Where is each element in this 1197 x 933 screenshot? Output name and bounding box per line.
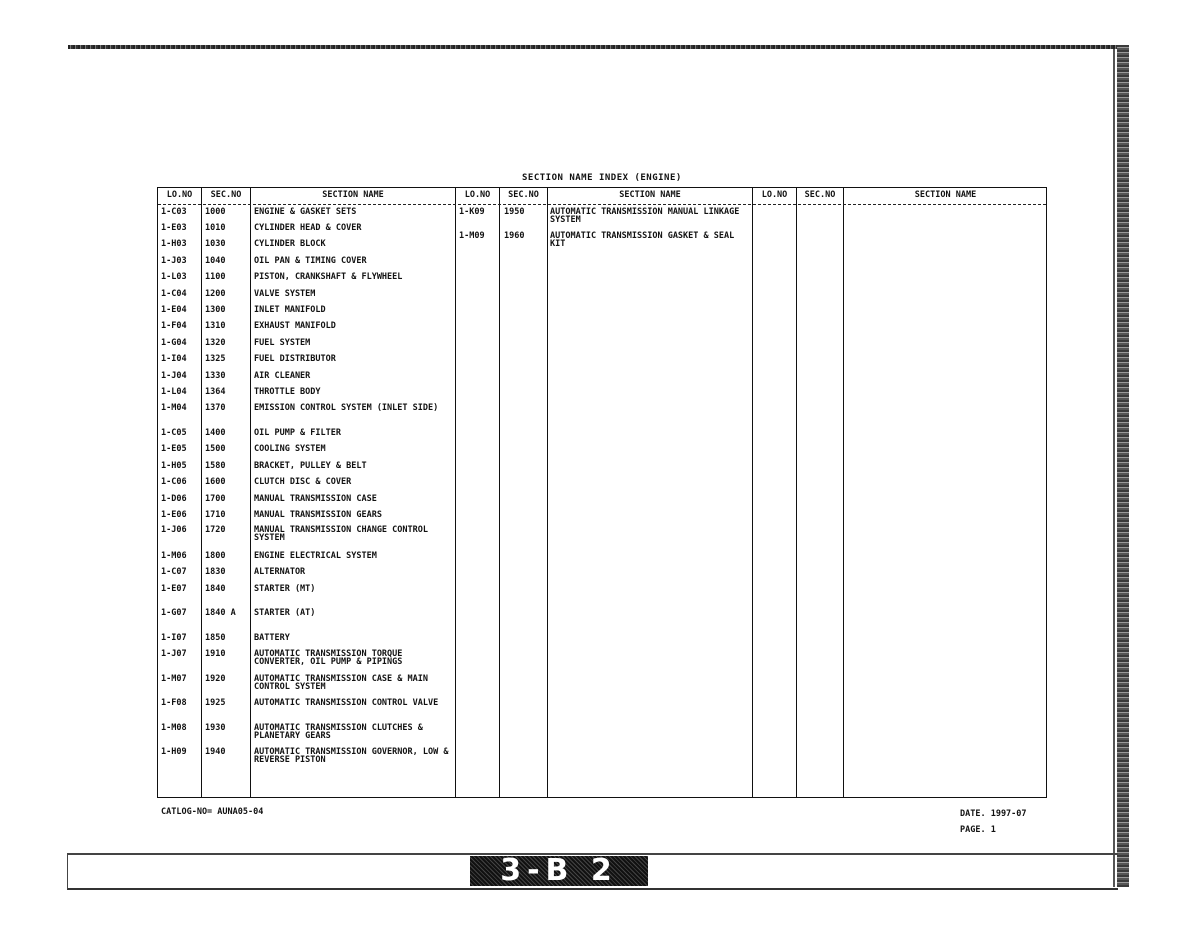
- lo-no-cell: 1-I04: [161, 354, 187, 364]
- lo-no-cell: 1-C04: [161, 289, 187, 299]
- lo-no-cell: 1-J04: [161, 371, 187, 381]
- section-name-cell: BATTERY: [254, 633, 290, 643]
- section-name-cell: MANUAL TRANSMISSION CHANGE CONTROL SYSTEM: [254, 525, 428, 543]
- section-name-cell: CYLINDER BLOCK: [254, 239, 326, 249]
- lo-no-cell: 1-E03: [161, 223, 187, 233]
- sec-no-cell: 1960: [504, 231, 525, 241]
- section-name-cell: INLET MANIFOLD: [254, 305, 326, 315]
- document-title: SECTION NAME INDEX (ENGINE): [522, 173, 682, 183]
- sec-no-cell: 1700: [205, 494, 226, 504]
- sec-no-cell: 1370: [205, 403, 226, 413]
- lo-no-cell: 1-H09: [161, 747, 187, 757]
- sec-no-cell: 1000: [205, 207, 226, 217]
- section-name-cell: AIR CLEANER: [254, 371, 311, 381]
- section-index-table: [157, 187, 1047, 798]
- section-name-cell: AUTOMATIC TRANSMISSION GOVERNOR, LOW & REVERSE PISTON: [254, 747, 449, 765]
- lo-no-cell: 1-M08: [161, 723, 187, 733]
- sec-no-cell: 1200: [205, 289, 226, 299]
- document-date: DATE. 1997-07: [960, 809, 1027, 819]
- lo-no-cell: 1-M09: [459, 231, 485, 241]
- scan-edge-right: [1117, 45, 1129, 887]
- header-sec-no: SEC.NO: [804, 190, 836, 200]
- lo-no-cell: 1-L04: [161, 387, 187, 397]
- sec-no-cell: 1925: [205, 698, 226, 708]
- section-name-cell: OIL PUMP & FILTER: [254, 428, 341, 438]
- section-name-cell: THROTTLE BODY: [254, 387, 321, 397]
- lo-no-cell: 1-C03: [161, 207, 187, 217]
- section-name-cell: EMISSION CONTROL SYSTEM (INLET SIDE): [254, 403, 439, 413]
- header-sec-no: SEC.NO: [210, 190, 242, 200]
- sec-no-cell: 1325: [205, 354, 226, 364]
- column-divider: [547, 188, 548, 797]
- lo-no-cell: 1-H03: [161, 239, 187, 249]
- lo-no-cell: 1-J07: [161, 649, 187, 659]
- sec-no-cell: 1400: [205, 428, 226, 438]
- lo-no-cell: 1-C05: [161, 428, 187, 438]
- section-name-cell: COOLING SYSTEM: [254, 444, 326, 454]
- section-name-cell: BRACKET, PULLEY & BELT: [254, 461, 367, 471]
- section-name-cell: AUTOMATIC TRANSMISSION CONTROL VALVE: [254, 698, 439, 708]
- sec-no-cell: 1010: [205, 223, 226, 233]
- lo-no-cell: 1-E05: [161, 444, 187, 454]
- section-name-cell: ENGINE & GASKET SETS: [254, 207, 357, 217]
- lo-no-cell: 1-E07: [161, 584, 187, 594]
- sec-no-cell: 1040: [205, 256, 226, 266]
- sec-no-cell: 1920: [205, 674, 226, 684]
- section-name-cell: OIL PAN & TIMING COVER: [254, 256, 367, 266]
- sec-no-cell: 1320: [205, 338, 226, 348]
- page-tab-label: 3-B 2: [470, 856, 648, 886]
- column-divider: [201, 188, 202, 797]
- sec-no-cell: 1930: [205, 723, 226, 733]
- scan-edge-top: [68, 45, 1120, 49]
- sec-no-cell: 1310: [205, 321, 226, 331]
- section-name-cell: AUTOMATIC TRANSMISSION CASE & MAIN CONTROL SYSTEM: [254, 674, 428, 692]
- section-name-cell: FUEL DISTRIBUTOR: [254, 354, 336, 364]
- column-divider: [499, 188, 500, 797]
- section-name-cell: MANUAL TRANSMISSION GEARS: [254, 510, 382, 520]
- section-name-cell: AUTOMATIC TRANSMISSION GASKET & SEAL KIT: [550, 231, 735, 249]
- sec-no-cell: 1940: [205, 747, 226, 757]
- lo-no-cell: 1-J03: [161, 256, 187, 266]
- lo-no-cell: 1-L03: [161, 272, 187, 282]
- section-name-cell: CLUTCH DISC & COVER: [254, 477, 352, 487]
- section-name-cell: ENGINE ELECTRICAL SYSTEM: [254, 551, 377, 561]
- sec-no-cell: 1500: [205, 444, 226, 454]
- section-name-cell: EXHAUST MANIFOLD: [254, 321, 336, 331]
- section-name-cell: ALTERNATOR: [254, 567, 306, 577]
- sec-no-cell: 1720: [205, 525, 226, 535]
- page-border-right: [1113, 49, 1115, 887]
- sec-no-cell: 1030: [205, 239, 226, 249]
- lo-no-cell: 1-J06: [161, 525, 187, 535]
- section-name-cell: STARTER (MT): [254, 584, 316, 594]
- section-name-cell: CYLINDER HEAD & COVER: [254, 223, 362, 233]
- section-name-cell: VALVE SYSTEM: [254, 289, 316, 299]
- lo-no-cell: 1-C06: [161, 477, 187, 487]
- column-divider: [796, 188, 797, 797]
- sec-no-cell: 1850: [205, 633, 226, 643]
- page-number: PAGE. 1: [960, 825, 996, 835]
- sec-no-cell: 1840: [205, 584, 226, 594]
- sec-no-cell: 1910: [205, 649, 226, 659]
- lo-no-cell: 1-C07: [161, 567, 187, 577]
- section-name-cell: STARTER (AT): [254, 608, 316, 618]
- sec-no-cell: 1830: [205, 567, 226, 577]
- lo-no-cell: 1-F04: [161, 321, 187, 331]
- lo-no-cell: 1-M06: [161, 551, 187, 561]
- lo-no-cell: 1-M04: [161, 403, 187, 413]
- header-section-name: SECTION NAME: [914, 190, 977, 200]
- lo-no-cell: 1-G07: [161, 608, 187, 618]
- header-sec-no: SEC.NO: [508, 190, 539, 200]
- sec-no-cell: 1710: [205, 510, 226, 520]
- lo-no-cell: 1-K09: [459, 207, 485, 217]
- column-divider: [752, 188, 753, 797]
- sec-no-cell: 1300: [205, 305, 226, 315]
- header-divider: [158, 204, 1046, 205]
- lo-no-cell: 1-M07: [161, 674, 187, 684]
- sec-no-cell: 1100: [205, 272, 226, 282]
- sec-no-cell: 1580: [205, 461, 226, 471]
- header-lo-no: LO.NO: [761, 190, 788, 200]
- lo-no-cell: 1-I07: [161, 633, 187, 643]
- column-divider: [250, 188, 251, 797]
- header-lo-no: LO.NO: [464, 190, 491, 200]
- lo-no-cell: 1-G04: [161, 338, 187, 348]
- column-divider: [455, 188, 456, 797]
- column-divider: [843, 188, 844, 797]
- lo-no-cell: 1-E04: [161, 305, 187, 315]
- section-name-cell: AUTOMATIC TRANSMISSION CLUTCHES & PLANETARY GEARS: [254, 723, 423, 741]
- section-name-cell: AUTOMATIC TRANSMISSION MANUAL LINKAGE SYSTEM: [550, 207, 740, 225]
- section-name-cell: PISTON, CRANKSHAFT & FLYWHEEL: [254, 272, 403, 282]
- header-section-name: SECTION NAME: [322, 190, 384, 200]
- lo-no-cell: 1-H05: [161, 461, 187, 471]
- section-name-cell: AUTOMATIC TRANSMISSION TORQUE CONVERTER, OIL PUMP & PIPINGS: [254, 649, 403, 667]
- header-lo-no: LO.NO: [166, 190, 193, 200]
- sec-no-cell: 1600: [205, 477, 226, 487]
- sec-no-cell: 1840 A: [205, 608, 236, 618]
- sec-no-cell: 1950: [504, 207, 525, 217]
- header-section-name: SECTION NAME: [619, 190, 681, 200]
- sec-no-cell: 1800: [205, 551, 226, 561]
- lo-no-cell: 1-F08: [161, 698, 187, 708]
- sec-no-cell: 1364: [205, 387, 226, 397]
- section-name-cell: MANUAL TRANSMISSION CASE: [254, 494, 377, 504]
- section-name-cell: FUEL SYSTEM: [254, 338, 311, 348]
- lo-no-cell: 1-D06: [161, 494, 187, 504]
- lo-no-cell: 1-E06: [161, 510, 187, 520]
- catalog-number: CATLOG-NO= AUNA05-04: [161, 807, 264, 817]
- sec-no-cell: 1330: [205, 371, 226, 381]
